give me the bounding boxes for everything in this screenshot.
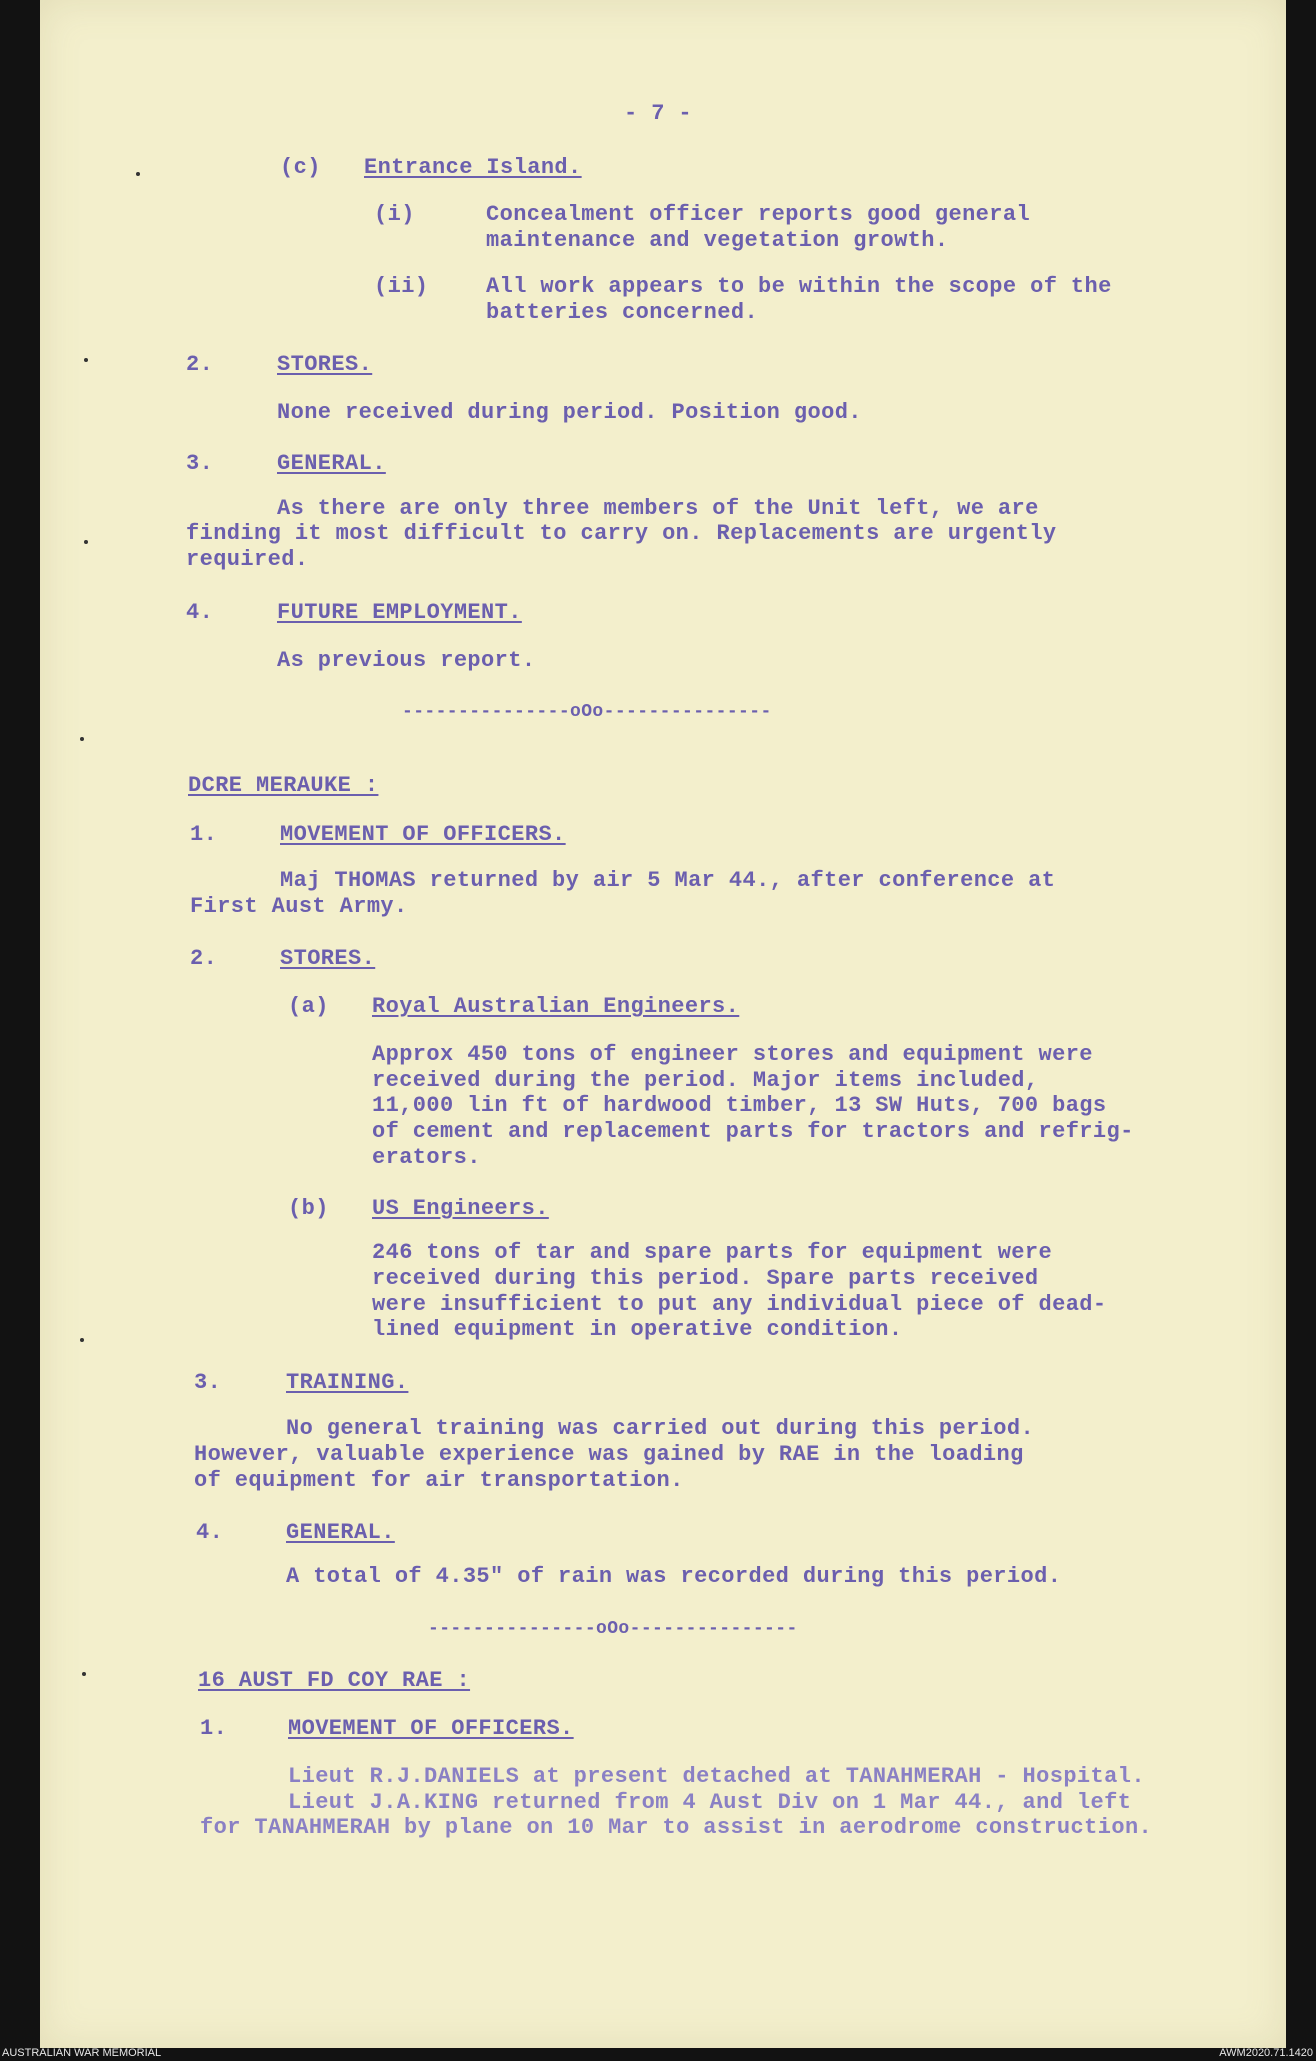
item-label: (c) — [280, 155, 321, 180]
text-line: of equipment for air transportation. — [194, 1468, 684, 1493]
text-line: received during the period. Major items included, — [372, 1068, 1039, 1093]
text-line: for TANAHMERAH by plane on 10 Mar to assist in aerodrome construction. — [200, 1815, 1153, 1840]
punch-mark — [84, 540, 88, 544]
punch-mark — [136, 172, 140, 176]
training-heading: TRAINING. — [286, 1370, 409, 1395]
footer-accession: AWM2020.71.1420 — [1219, 2047, 1313, 2059]
text-line: batteries concerned. — [486, 300, 759, 325]
text-line: Concealment officer reports good general — [486, 202, 1031, 227]
stores-heading: STORES. — [277, 352, 373, 377]
text-line: Approx 450 tons of engineer stores and equipment were — [372, 1042, 1093, 1067]
general-heading: GENERAL. — [286, 1520, 395, 1545]
rae-heading: Royal Australian Engineers. — [372, 994, 740, 1019]
entrance-island-heading: Entrance Island. — [364, 155, 582, 180]
text-line: received during this period. Spare parts received — [372, 1266, 1039, 1291]
text-line: erators. — [372, 1145, 481, 1170]
movement-of-officers-heading: MOVEMENT OF OFFICERS. — [288, 1716, 574, 1741]
text-line: of cement and replacement parts for tractors and refrig- — [372, 1119, 1134, 1144]
separator: ---------------oOo--------------- — [402, 702, 772, 722]
text-line: Lieut J.A.KING returned from 4 Aust Div on 1 Mar 44., and left — [288, 1790, 1132, 1815]
text-line: required. — [186, 547, 309, 572]
text-line: were insufficient to put any individual piece of dead- — [372, 1292, 1107, 1317]
section-number: 2. — [190, 946, 218, 971]
text-line: A total of 4.35" of rain was recorded during this period. — [286, 1564, 1062, 1589]
page-number: - 7 - — [624, 101, 693, 126]
section-number: 1. — [200, 1716, 228, 1741]
section-number: 4. — [196, 1520, 224, 1545]
section-number: 4. — [186, 600, 214, 625]
punch-mark — [80, 1338, 84, 1342]
section-number: 3. — [194, 1370, 222, 1395]
text-line: All work appears to be within the scope of the — [486, 274, 1112, 299]
text-line: As previous report. — [277, 648, 536, 673]
separator: ---------------oOo--------------- — [428, 1619, 798, 1639]
text-line: 246 tons of tar and spare parts for equipment were — [372, 1240, 1053, 1265]
coy-heading: 16 AUST FD COY RAE : — [198, 1668, 471, 1693]
punch-mark — [80, 737, 84, 741]
section-number: 1. — [190, 822, 218, 847]
item-label: (b) — [288, 1196, 329, 1221]
dcre-merauke-heading: DCRE MERAUKE : — [188, 773, 379, 798]
text-line: maintenance and vegetation growth. — [486, 228, 949, 253]
text-line: None received during period. Position good. — [277, 400, 862, 425]
text-line: Lieut R.J.DANIELS at present detached at TANAHMERAH - Hospital. — [288, 1764, 1145, 1789]
subitem-number: (ii) — [374, 274, 429, 299]
movement-of-officers-heading: MOVEMENT OF OFFICERS. — [280, 822, 566, 847]
punch-mark — [84, 358, 88, 362]
subitem-number: (i) — [374, 202, 415, 227]
document-page — [40, 0, 1286, 2048]
text-line: As there are only three members of the Unit left, we are — [277, 496, 1039, 521]
future-employment-heading: FUTURE EMPLOYMENT. — [277, 600, 522, 625]
text-line: Maj THOMAS returned by air 5 Mar 44., after conference at — [280, 868, 1056, 893]
text-line: First Aust Army. — [190, 894, 408, 919]
text-line: No general training was carried out during this period. — [286, 1416, 1035, 1441]
general-heading: GENERAL. — [277, 451, 386, 476]
footer-source: AUSTRALIAN WAR MEMORIAL — [2, 2047, 162, 2059]
us-engineers-heading: US Engineers. — [372, 1196, 549, 1221]
text-line: 11,000 lin ft of hardwood timber, 13 SW Huts, 700 bags — [372, 1093, 1107, 1118]
section-number: 3. — [186, 451, 214, 476]
item-label: (a) — [288, 994, 329, 1019]
text-line: However, valuable experience was gained by RAE in the loading — [194, 1442, 1024, 1467]
punch-mark — [82, 1672, 86, 1676]
stores-heading: STORES. — [280, 946, 376, 971]
text-line: lined equipment in operative condition. — [372, 1317, 903, 1342]
section-number: 2. — [186, 352, 214, 377]
text-line: finding it most difficult to carry on. Replacements are urgently — [186, 521, 1057, 546]
